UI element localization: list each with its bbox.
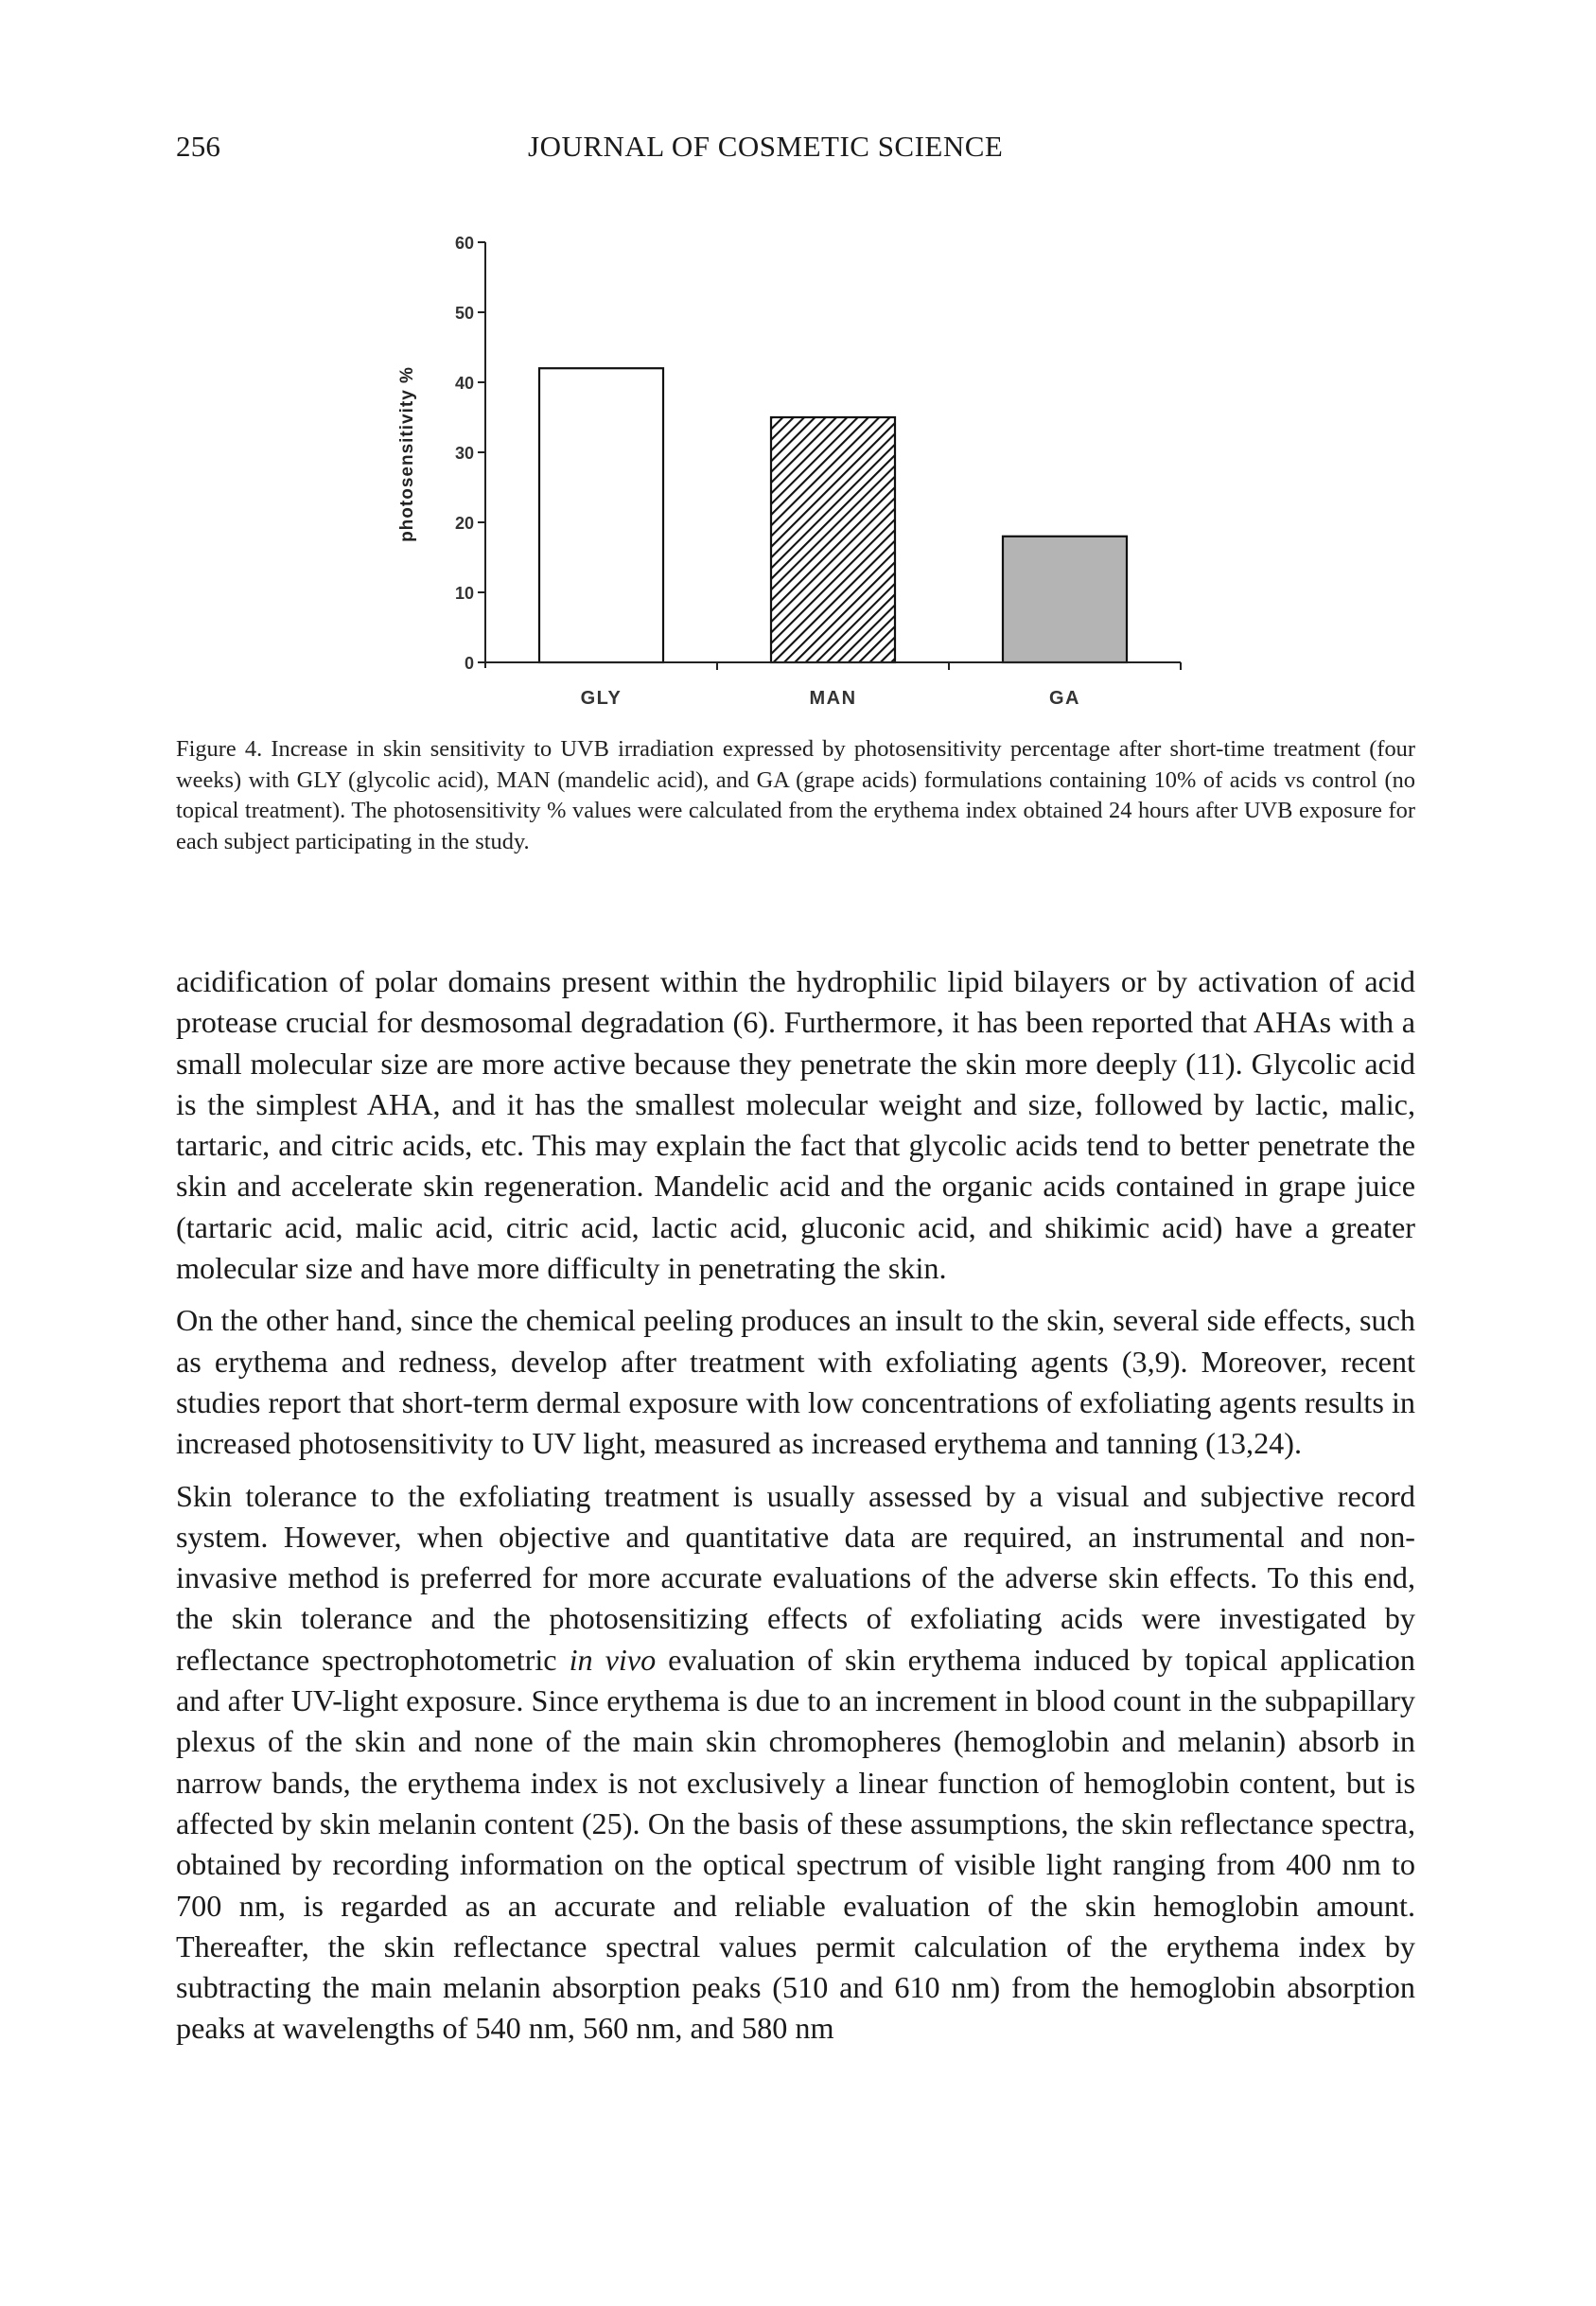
x-tick-label: GA	[1049, 688, 1080, 709]
y-tick-label: 40	[454, 374, 474, 393]
paragraph-1: acidification of polar domains present within the hydrophilic lipid bilayers or by activation of acid protease crucial for desmosomal degradation (6). Furthermore, it has been reported that AHAs with a small molecular size are more active because they penetrate the skin more deeply (11). Glycolic acid is the simplest AHA, and it has the smallest molecular weight and size, followed by lactic, malic, tartaric, and citric acids, etc. This may explain the fact that glycolic acids tend to better penetrate the skin and accelerate skin regeneration. Mandelic acid and the organic acids contained in grape juice (tartaric acid, malic acid, citric acid, lactic acid, gluconic acid, and shikimic acid) have a greater molecular size and have more difficulty in penetrating the skin.	[176, 964, 1415, 1286]
y-axis-label: photosensitivity %	[397, 366, 417, 542]
bar-chart	[0, 0, 1596, 738]
figure-caption-text: Increase in skin sensitivity to UVB irradiation expressed by photosensitivity percentage after short-time treatment (four weeks) with GLY (glycolic acid), MAN (mandelic acid), and GA (grape acids) formulations containing 10% of acids vs control (no topical treatment). The photosensitivity % values were calculated from the erythema index obtained 24 hours after UVB exposure for each subject participating in the study.	[176, 736, 1416, 854]
paragraph-2: On the other hand, since the chemical peeling produces an insult to the skin, several side effects, such as erythema and redness, develop after treatment with exfoliating agents (3,9). Moreover, recent studies report that short-term dermal exposure with low concentrations of exfoliating agents results in increased photosensitivity to UV light, measured as increased erythema and tanning (13,24).	[176, 1303, 1415, 1461]
page-number: 256	[176, 130, 221, 163]
y-axis	[455, 234, 485, 673]
journal-title: JOURNAL OF COSMETIC SCIENCE	[528, 130, 1004, 163]
paragraph-3	[176, 1476, 1415, 2050]
bar-ga	[1003, 537, 1127, 662]
bar-man	[771, 417, 895, 662]
y-tick-label: 0	[464, 654, 474, 673]
figure-caption	[176, 734, 1415, 857]
x-tick-label: MAN	[809, 688, 857, 709]
y-tick-label: 20	[454, 514, 474, 533]
paragraph-3-part-2: evaluation of skin erythema induced by topical application and after UV-light exposure. Since erythema is due to an increment in blood count in the subpapillary plexus of the skin and none of the main skin chromopheres (hemoglobin and melanin) absorb in narrow bands, the erythema index is not exclusively a linear function of hemoglobin content, but is affected by skin melanin content (25). On the basis of these assumptions, the skin reflectance spectra, obtained by recording information on the optical spectrum of visible light ranging from 400 nm to 700 nm, is regarded as an accurate and reliable evaluation of the skin hemoglobin amount. Thereafter, the skin reflectance spectral values permit calculation of the erythema index by subtracting the main melanin absorption peaks (510 and 610 nm) from the hemoglobin absorption peaks at wavelengths of 540 nm, 560 nm, and 580 nm	[176, 1642, 1415, 2046]
italic-term: in vivo	[569, 1642, 657, 1677]
y-tick-label: 10	[454, 584, 474, 603]
y-tick-label: 50	[454, 304, 474, 323]
x-axis	[485, 662, 1181, 709]
bars	[539, 368, 1127, 662]
body-text	[176, 961, 1415, 2061]
figure-label: Figure 4.	[176, 736, 263, 762]
figure-4	[0, 0, 1596, 738]
y-tick-label: 60	[454, 234, 474, 253]
paragraph-3-part-1: Skin tolerance to the exfoliating treatment is usually assessed by a visual and subjective record system. However, when objective and quantitative data are required, an instrumental and non-invasive method is preferred for more accurate evaluations of the adverse skin effects. To this end, the skin tolerance and the photosensitizing effects of exfoliating acids were investigated by reflectance spectrophotometric	[176, 1478, 1415, 1677]
bar-gly	[539, 368, 663, 662]
y-tick-label: 30	[454, 444, 474, 463]
x-tick-label: GLY	[580, 688, 623, 709]
